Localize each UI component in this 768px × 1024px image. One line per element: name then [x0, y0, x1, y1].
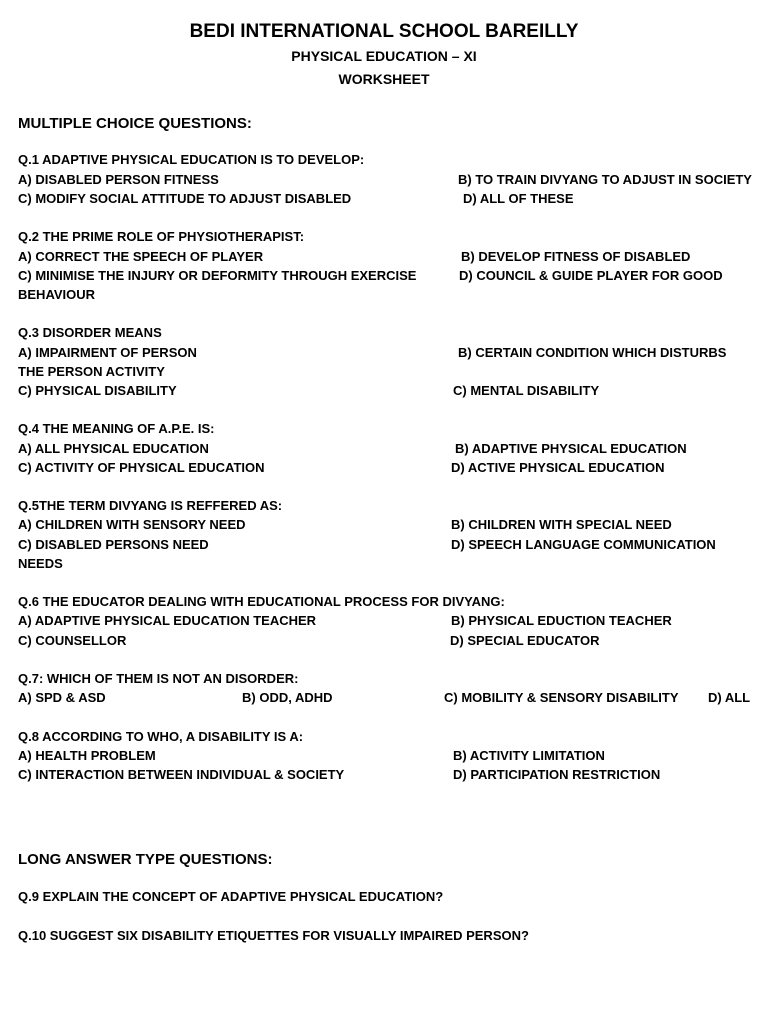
q4-question: Q.4 THE MEANING OF A.P.E. IS: [18, 421, 215, 436]
q3-option-a: A) IMPAIRMENT OF PERSON [18, 345, 197, 360]
q1-option-d: D) ALL OF THESE [463, 191, 574, 206]
q5-option-b: B) CHILDREN WITH SPECIAL NEED [451, 517, 672, 532]
q6-option-c: C) COUNSELLOR [18, 633, 127, 648]
q7-option-d: D) ALL [708, 690, 751, 705]
q1-option-b: B) TO TRAIN DIVYANG TO ADJUST IN SOCIETY [458, 172, 752, 187]
subject-title: PHYSICAL EDUCATION – XI [291, 48, 477, 64]
q5-option-d: D) SPEECH LANGUAGE COMMUNICATION [451, 537, 716, 552]
q4-option-a: A) ALL PHYSICAL EDUCATION [18, 441, 209, 456]
school-title: BEDI INTERNATIONAL SCHOOL BAREILLY [189, 21, 579, 42]
q6-option-a: A) ADAPTIVE PHYSICAL EDUCATION TEACHER [18, 613, 317, 628]
q4-option-c: C) ACTIVITY OF PHYSICAL EDUCATION [18, 460, 265, 475]
q3-option-d: C) MENTAL DISABILITY [453, 383, 600, 398]
q1-question: Q.1 ADAPTIVE PHYSICAL EDUCATION IS TO DEVELOP: [18, 152, 365, 167]
q6-option-b: B) PHYSICAL EDUCTION TEACHER [451, 613, 672, 628]
q6-question: Q.6 THE EDUCATOR DEALING WITH EDUCATIONAL PROCESS FOR DIVYANG: [18, 594, 505, 609]
q2-question: Q.2 THE PRIME ROLE OF PHYSIOTHERAPIST: [18, 229, 305, 244]
q3-question: Q.3 DISORDER MEANS [18, 325, 162, 340]
q7-option-c: C) MOBILITY & SENSORY DISABILITY [444, 690, 679, 705]
q2-option-d: D) COUNCIL & GUIDE PLAYER FOR GOOD [459, 268, 723, 283]
q5-question: Q.5THE TERM DIVYANG IS REFFERED AS: [18, 498, 283, 513]
q8-option-d: D) PARTICIPATION RESTRICTION [453, 767, 661, 782]
q10-question: Q.10 SUGGEST SIX DISABILITY ETIQUETTES FOR VISUALLY IMPAIRED PERSON? [18, 928, 529, 943]
q8-option-b: B) ACTIVITY LIMITATION [453, 748, 605, 763]
q8-option-a: A) HEALTH PROBLEM [18, 748, 156, 763]
q1-option-c: C) MODIFY SOCIAL ATTITUDE TO ADJUST DISABLED [18, 191, 352, 206]
q3-option-b: B) CERTAIN CONDITION WHICH DISTURBS [458, 345, 727, 360]
mcq-heading: MULTIPLE CHOICE QUESTIONS: [18, 115, 252, 132]
q3-option-b-continued: THE PERSON ACTIVITY [18, 364, 165, 379]
q7-question: Q.7: WHICH OF THEM IS NOT AN DISORDER: [18, 671, 299, 686]
q9-question: Q.9 EXPLAIN THE CONCEPT OF ADAPTIVE PHYSICAL EDUCATION? [18, 889, 444, 904]
q5-option-d-continued: NEEDS [18, 556, 63, 571]
q2-option-a: A) CORRECT THE SPEECH OF PLAYER [18, 249, 264, 264]
q3-option-c: C) PHYSICAL DISABILITY [18, 383, 177, 398]
worksheet-title: WORKSHEET [338, 71, 430, 87]
q7-option-a: A) SPD & ASD [18, 690, 106, 705]
q5-option-a: A) CHILDREN WITH SENSORY NEED [18, 517, 246, 532]
q5-option-c: C) DISABLED PERSONS NEED [18, 537, 209, 552]
q6-option-d: D) SPECIAL EDUCATOR [450, 633, 600, 648]
q8-question: Q.8 ACCORDING TO WHO, A DISABILITY IS A: [18, 729, 304, 744]
long-answer-heading: LONG ANSWER TYPE QUESTIONS: [18, 851, 273, 868]
q2-option-d-continued: BEHAVIOUR [18, 287, 96, 302]
q2-option-c: C) MINIMISE THE INJURY OR DEFORMITY THROUGH EXERCISE [18, 268, 417, 283]
q4-option-d: D) ACTIVE PHYSICAL EDUCATION [451, 460, 665, 475]
q8-option-c: C) INTERACTION BETWEEN INDIVIDUAL & SOCIETY [18, 767, 345, 782]
q4-option-b: B) ADAPTIVE PHYSICAL EDUCATION [455, 441, 687, 456]
q1-option-a: A) DISABLED PERSON FITNESS [18, 172, 219, 187]
q2-option-b: B) DEVELOP FITNESS OF DISABLED [461, 249, 691, 264]
q7-option-b: B) ODD, ADHD [242, 690, 333, 705]
